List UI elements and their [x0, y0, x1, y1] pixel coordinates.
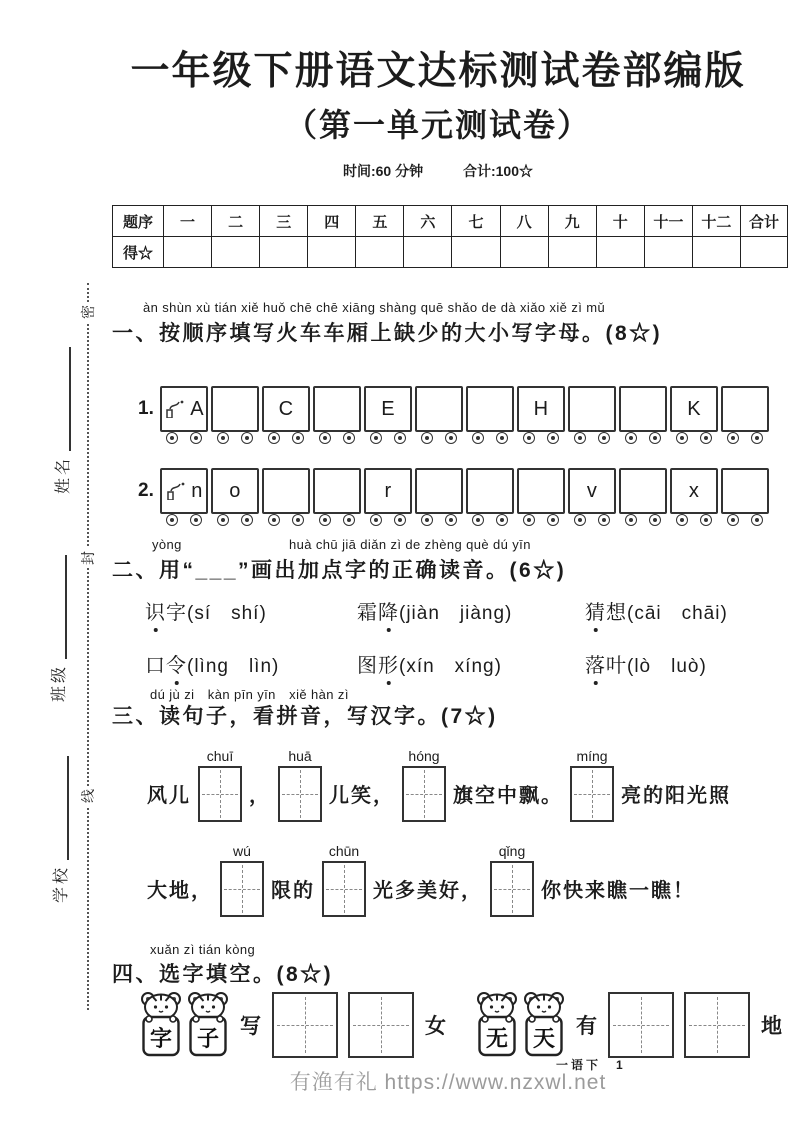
- q2-item: [145, 649, 357, 678]
- train-car-letter: v: [586, 479, 597, 502]
- train-wheels: [568, 514, 616, 526]
- train-car-letter-box: [262, 386, 310, 432]
- wheel-icon: [190, 432, 202, 444]
- score-cell-blank[interactable]: [212, 237, 260, 268]
- train-car-letter-box: [211, 468, 259, 514]
- score-table-column-header: 七: [452, 206, 500, 237]
- chimney-smoke-icon: [165, 482, 191, 500]
- q2-char: 图: [357, 655, 378, 677]
- train-wheels: [466, 514, 514, 526]
- wheel-icon: [649, 432, 661, 444]
- train-car-unit: [517, 386, 565, 444]
- train-car-blank-box[interactable]: [211, 386, 259, 432]
- tiger-icon: [187, 990, 229, 1060]
- train-car-blank-box[interactable]: [313, 386, 361, 432]
- train-car-letter-box: [160, 468, 208, 514]
- q3-sentence-text: ，: [249, 785, 271, 807]
- score-row-label: 得☆: [113, 237, 164, 268]
- hanzi-writing-box[interactable]: [198, 766, 242, 822]
- q2-pinyin-options[interactable]: (xín xíng): [399, 656, 502, 677]
- train-wheels: [313, 432, 361, 444]
- train-car-blank-box[interactable]: [721, 468, 769, 514]
- wheel-icon: [343, 432, 355, 444]
- q3-sentence-text: 风儿: [147, 785, 191, 807]
- seal-char-mi: 密: [76, 302, 100, 322]
- name-field-blank[interactable]: [52, 347, 72, 451]
- q3-pinyin-label: wú: [233, 843, 251, 859]
- train-wheels: [670, 514, 718, 526]
- train-car-unit: [670, 468, 718, 526]
- class-field-label: 班级: [51, 663, 68, 702]
- wheel-icon: [394, 514, 406, 526]
- score-table-column-header: 三: [260, 206, 308, 237]
- score-table-column-header: 九: [548, 206, 596, 237]
- wheel-icon: [268, 514, 280, 526]
- q3-heading: 三、读句子，看拼音，写汉字。(7☆): [112, 705, 498, 728]
- q3-box-wrap: [490, 843, 534, 917]
- q4-heading: 四、选字填空。(8☆): [112, 963, 334, 986]
- tiger-mascot: [476, 990, 518, 1060]
- train-car-letter: C: [278, 397, 294, 420]
- name-field-label: 姓名: [55, 455, 72, 494]
- tiger-mascot: [140, 990, 182, 1060]
- q3-sentence-text: 大地，: [147, 880, 213, 902]
- train-car-unit: [517, 468, 565, 526]
- score-table-corner-label: 题序: [113, 206, 164, 237]
- q3-pinyin-label: huā: [288, 748, 312, 764]
- q3-pinyin-label: chuī: [206, 748, 234, 764]
- score-table-column-header: 八: [500, 206, 548, 237]
- wheel-icon: [241, 432, 253, 444]
- q3-pinyin: dú jù zi kàn pīn yīn xiě hàn zì: [150, 687, 349, 702]
- train-wheels: [568, 432, 616, 444]
- train-car-blank-box[interactable]: [313, 468, 361, 514]
- wheel-icon: [445, 514, 457, 526]
- class-field[interactable]: [46, 542, 69, 702]
- wheel-icon: [421, 432, 433, 444]
- score-cell-blank[interactable]: [500, 237, 548, 268]
- train-car-unit: [262, 468, 310, 526]
- score-cell-blank[interactable]: [692, 237, 740, 268]
- q2-char: 口: [145, 655, 166, 677]
- q3-pinyin-label: míng: [576, 748, 608, 764]
- q2-item: [145, 596, 357, 625]
- train-car-unit: [466, 386, 514, 444]
- train-car-blank-box[interactable]: [619, 468, 667, 514]
- train-row: [138, 386, 772, 444]
- wheel-icon: [727, 514, 739, 526]
- train-wheels: [466, 432, 514, 444]
- wheel-icon: [241, 514, 253, 526]
- watermark: 有渔有礼 https://www.nzxwl.net: [289, 1071, 607, 1094]
- train-wheels: [262, 432, 310, 444]
- q2-item: [357, 649, 585, 678]
- q4-group: [476, 990, 788, 1060]
- seal-char-feng: 封: [76, 548, 100, 568]
- wheel-icon: [268, 432, 280, 444]
- train-car-unit: [262, 386, 310, 444]
- wheel-icon: [625, 432, 637, 444]
- wheel-icon: [574, 432, 586, 444]
- train-car-blank-box[interactable]: [415, 468, 463, 514]
- q4-pinyin: xuǎn zì tián kòng: [150, 942, 256, 957]
- page-number: 一语下 1: [556, 1058, 626, 1072]
- tiger-choice-char: 无: [485, 1026, 509, 1051]
- train-wheels: [364, 432, 412, 444]
- train-car-unit: [619, 386, 667, 444]
- q3-box-wrap: [198, 748, 242, 822]
- train-number-label: 2.: [138, 480, 154, 501]
- tiger-choice-char: 字: [149, 1026, 173, 1051]
- train-wheels: [619, 432, 667, 444]
- q3-box-wrap: [220, 843, 264, 917]
- train-car-unit: [466, 468, 514, 526]
- score-table-header-row: [113, 206, 788, 237]
- score-cell-blank[interactable]: [452, 237, 500, 268]
- school-field-blank[interactable]: [50, 756, 70, 860]
- hanzi-writing-box[interactable]: [402, 766, 446, 822]
- train-car-unit: [364, 386, 412, 444]
- hanzi-writing-box[interactable]: [322, 861, 366, 917]
- train-wheels: [262, 514, 310, 526]
- q2-dotted-char: 猜: [585, 596, 606, 625]
- total-score-label: 合计:100☆: [462, 163, 534, 179]
- q4-writing-box[interactable]: [348, 992, 414, 1058]
- train-car-unit: [568, 386, 616, 444]
- tiger-icon: [140, 990, 182, 1060]
- wheel-icon: [649, 514, 661, 526]
- train-car-letter: o: [229, 479, 241, 502]
- train-car-unit: [721, 386, 769, 444]
- train-car-blank-box[interactable]: [262, 468, 310, 514]
- train-car-letter-box: [670, 386, 718, 432]
- q2-char: 想: [606, 602, 627, 624]
- q3-pinyin-label: chūn: [328, 843, 360, 859]
- train-car-letter: r: [384, 479, 392, 502]
- q2-dotted-char: 形: [378, 649, 399, 678]
- train-car-unit: [160, 386, 208, 444]
- wheel-icon: [523, 514, 535, 526]
- train-car-blank-box[interactable]: [517, 468, 565, 514]
- train-wheels: [721, 514, 769, 526]
- wheel-icon: [598, 432, 610, 444]
- train-wheels: [160, 514, 208, 526]
- train-car-unit: [619, 468, 667, 526]
- tiger-mascot: [523, 990, 565, 1060]
- score-table-column-header: 六: [404, 206, 452, 237]
- score-cell-blank[interactable]: [404, 237, 452, 268]
- wheel-icon: [370, 432, 382, 444]
- wheel-icon: [751, 514, 763, 526]
- q2-item: [585, 596, 781, 625]
- q3-box-wrap: [278, 748, 322, 822]
- score-cell-blank[interactable]: [741, 237, 788, 268]
- q2-char: 霜: [357, 602, 378, 624]
- q2-char: 叶: [606, 655, 627, 677]
- score-cell-blank[interactable]: [260, 237, 308, 268]
- score-table-column-header: 四: [308, 206, 356, 237]
- train-wheels: [415, 514, 463, 526]
- tiger-choice-char: 天: [532, 1026, 556, 1051]
- chimney-smoke-icon: [164, 400, 190, 418]
- score-cell-blank[interactable]: [164, 237, 212, 268]
- score-table-column-header: 五: [356, 206, 404, 237]
- train-car-blank-box[interactable]: [568, 386, 616, 432]
- page-subtitle: （第一单元测试卷）: [284, 107, 591, 143]
- wheel-icon: [496, 432, 508, 444]
- q4-sentence-text: 写: [240, 1015, 261, 1038]
- q2-pinyin-lead: yòng: [152, 537, 182, 552]
- q2-dotted-char: 降: [378, 596, 399, 625]
- hanzi-writing-box[interactable]: [220, 861, 264, 917]
- train-car-letter: K: [687, 397, 701, 420]
- q3-sentence-text: 亮的阳光照: [621, 785, 731, 807]
- tiger-choice-char: 子: [196, 1026, 220, 1051]
- wheel-icon: [700, 432, 712, 444]
- train-car-unit: [211, 386, 259, 444]
- score-table: [112, 205, 788, 268]
- seal-dotted-line: [87, 283, 89, 1010]
- wheel-icon: [217, 514, 229, 526]
- train-car-letter: n: [191, 479, 203, 502]
- school-field-label: 学校: [53, 864, 70, 903]
- tiger-mascot: [187, 990, 229, 1060]
- train-car-unit: [364, 468, 412, 526]
- q3-box-wrap: [570, 748, 614, 822]
- wheel-icon: [472, 432, 484, 444]
- q3-box-wrap: [402, 748, 446, 822]
- score-table-column-header: 十二: [692, 206, 740, 237]
- train-wheels: [313, 514, 361, 526]
- train-wheels: [160, 432, 208, 444]
- train-wheels: [211, 514, 259, 526]
- q2-word: [357, 655, 399, 677]
- train-car-letter: E: [381, 397, 395, 420]
- q4-sentence-text: 女: [425, 1015, 446, 1038]
- train-car-blank-box[interactable]: [466, 468, 514, 514]
- tiger-icon: [476, 990, 518, 1060]
- score-table-column-header: 十一: [644, 206, 692, 237]
- train-car-unit: [415, 468, 463, 526]
- train-car-letter: x: [688, 479, 699, 502]
- score-table-column-header: 一: [164, 206, 212, 237]
- wheel-icon: [625, 514, 637, 526]
- train-car-letter-box: [364, 386, 412, 432]
- wheel-icon: [700, 514, 712, 526]
- train-car-unit: [211, 468, 259, 526]
- score-cell-blank[interactable]: [356, 237, 404, 268]
- q4-writing-box[interactable]: [272, 992, 338, 1058]
- wheel-icon: [574, 514, 586, 526]
- q2-word: [357, 602, 399, 624]
- seal-char-xian: 线: [76, 786, 100, 806]
- q4-writing-box[interactable]: [608, 992, 674, 1058]
- q3-box-wrap: [322, 843, 366, 917]
- train-car-unit: [415, 386, 463, 444]
- train-wheels: [721, 432, 769, 444]
- wheel-icon: [319, 432, 331, 444]
- wheel-icon: [166, 432, 178, 444]
- q3-sentence-text: 光多美好，: [373, 880, 483, 902]
- q2-word: [585, 655, 627, 677]
- hanzi-writing-box[interactable]: [570, 766, 614, 822]
- wheel-icon: [547, 432, 559, 444]
- q2-pinyin-options[interactable]: (lò luò): [627, 656, 707, 677]
- q4-writing-box[interactable]: [684, 992, 750, 1058]
- q3-pinyin-label: qǐng: [498, 843, 526, 859]
- train-car-letter-box: [568, 468, 616, 514]
- wheel-icon: [190, 514, 202, 526]
- score-cell-blank[interactable]: [308, 237, 356, 268]
- wheel-icon: [217, 432, 229, 444]
- q3-line-2: [145, 843, 697, 917]
- wheel-icon: [421, 514, 433, 526]
- score-table-column-header: 合计: [741, 206, 788, 237]
- q3-line-1: [145, 748, 733, 822]
- train-wheels: [415, 432, 463, 444]
- train-row: [138, 468, 772, 526]
- train-car-unit: [721, 468, 769, 526]
- score-table-column-header: 十: [596, 206, 644, 237]
- q2-pinyin-rest: huà chū jiā diǎn zì de zhèng què dú yīn: [289, 537, 531, 552]
- q2-heading: 二、用“___”画出加点字的正确读音。(6☆): [112, 559, 567, 582]
- q2-pinyin-options[interactable]: (jiàn jiàng): [399, 603, 513, 624]
- wheel-icon: [445, 432, 457, 444]
- train-car-blank-box[interactable]: [466, 386, 514, 432]
- exam-info: [100, 161, 776, 181]
- wheel-icon: [292, 514, 304, 526]
- train-car-letter-box: [517, 386, 565, 432]
- q2-pinyin-options[interactable]: (cāi chāi): [627, 603, 728, 624]
- train-car-blank-box[interactable]: [415, 386, 463, 432]
- q3-sentence-text: 你快来瞧一瞧！: [541, 880, 695, 902]
- wheel-icon: [676, 514, 688, 526]
- q3-pinyin-label: hóng: [408, 748, 440, 764]
- train-wheels: [517, 514, 565, 526]
- score-table-column-header: 二: [212, 206, 260, 237]
- wheel-icon: [370, 514, 382, 526]
- q2-dotted-char: 落: [585, 649, 606, 678]
- wheel-icon: [319, 514, 331, 526]
- q2-word: [145, 655, 187, 677]
- score-cell-blank[interactable]: [548, 237, 596, 268]
- q2-pinyin-options[interactable]: (sí shí): [187, 603, 267, 624]
- train-car-letter: A: [190, 397, 204, 420]
- train-wheels: [619, 514, 667, 526]
- train-car-unit: [160, 468, 208, 526]
- q2-dotted-char: 识: [145, 596, 166, 625]
- wheel-icon: [727, 432, 739, 444]
- train-car-unit: [670, 386, 718, 444]
- class-field-blank[interactable]: [48, 555, 68, 659]
- q2-dotted-char: 令: [166, 649, 187, 678]
- tiger-icon: [523, 990, 565, 1060]
- train-car-blank-box[interactable]: [619, 386, 667, 432]
- train-number-label: 1.: [138, 398, 154, 419]
- wheel-icon: [166, 514, 178, 526]
- train-wheels: [211, 432, 259, 444]
- wheel-icon: [496, 514, 508, 526]
- train-car-letter-box: [670, 468, 718, 514]
- wheel-icon: [343, 514, 355, 526]
- wheel-icon: [547, 514, 559, 526]
- score-cell-blank[interactable]: [596, 237, 644, 268]
- q4-group: [140, 990, 452, 1060]
- score-table-score-row: [113, 237, 788, 268]
- wheel-icon: [676, 432, 688, 444]
- train-car-letter-box: [364, 468, 412, 514]
- wheel-icon: [598, 514, 610, 526]
- train-car-unit: [313, 468, 361, 526]
- score-cell-blank[interactable]: [644, 237, 692, 268]
- wheel-icon: [751, 432, 763, 444]
- q4-sentence-text: 地: [761, 1015, 782, 1038]
- hanzi-writing-box[interactable]: [278, 766, 322, 822]
- wheel-icon: [472, 514, 484, 526]
- q4-sentence-text: 有: [576, 1015, 597, 1038]
- school-field[interactable]: [48, 747, 71, 903]
- q2-word: [585, 602, 627, 624]
- wheel-icon: [292, 432, 304, 444]
- train-wheels: [364, 514, 412, 526]
- q4-row: [140, 990, 788, 1060]
- q2-word: [145, 602, 187, 624]
- q3-sentence-text: 儿笑，: [329, 785, 395, 807]
- q3-sentence-text: 限的: [271, 880, 315, 902]
- time-limit-label: 时间:60 分钟: [342, 163, 424, 179]
- q2-char: 字: [166, 602, 187, 624]
- train-car-blank-box[interactable]: [721, 386, 769, 432]
- train-wheels: [670, 432, 718, 444]
- train-car-letter-box: [160, 386, 208, 432]
- hanzi-writing-box[interactable]: [490, 861, 534, 917]
- q1-pinyin: àn shùn xù tián xiě huǒ chē chē xiāng shàng quē shǎo de dà xiǎo xiě zì mǔ: [143, 300, 606, 315]
- name-field[interactable]: [50, 336, 73, 494]
- page-title: 一年级下册语文达标测试卷部编版: [130, 50, 746, 93]
- wheel-icon: [394, 432, 406, 444]
- wheel-icon: [523, 432, 535, 444]
- train-car-letter: H: [533, 397, 549, 420]
- train-car-unit: [313, 386, 361, 444]
- train-wheels: [517, 432, 565, 444]
- q2-items: [145, 596, 781, 678]
- q1-heading: 一、按顺序填写火车车厢上缺少的大小写字母。(8☆): [112, 322, 663, 345]
- q2-item: [357, 596, 585, 625]
- q2-item: [585, 649, 781, 678]
- q3-sentence-text: 旗空中飘。: [453, 785, 563, 807]
- q2-pinyin-options[interactable]: (lìng lìn): [187, 656, 280, 677]
- train-car-unit: [568, 468, 616, 526]
